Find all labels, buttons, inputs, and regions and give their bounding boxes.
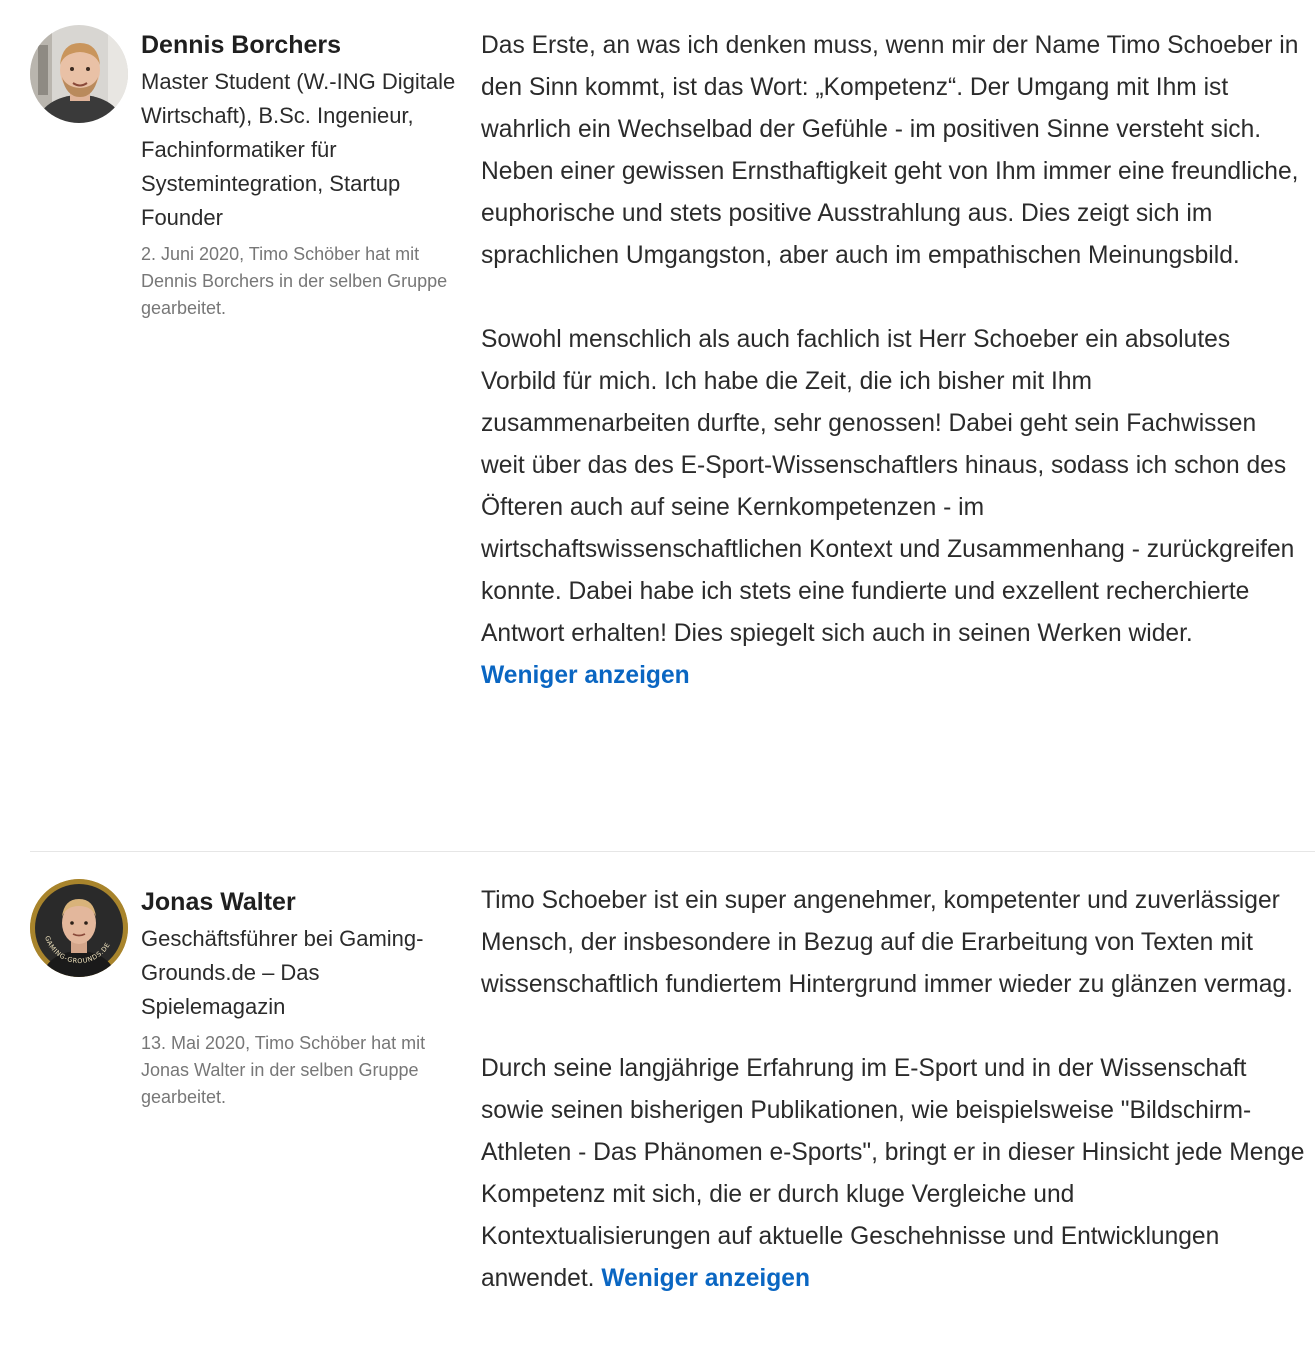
recommendation-item [0,851,1315,1350]
recommender-meta [141,886,456,1111]
avatar-ring-text: GAMING-GROUNDS.DE [43,934,112,966]
recommendation-paragraph: Das Erste, an was ich denken muss, wenn mir der Name Timo Schoeber in den Sinn kommt, ist das Wort: „Kompetenz“. Der Umgang mit Ihm ist wahrlich ein Wechselbad der Gefühle - im positiven Sinne versteht sich. Neben einer gewissen Ernsthaftigkeit geht von Ihm immer eine freundliche, euphorische und stets positive Ausstrahlung aus. Dies zeigt sich im sprachlichen Umgangston, aber auch im empathischen Meinungsbild. [481,32,1299,269]
recommender-headline: Master Student (W.-ING Digitale Wirtschaft), B.Sc. Ingenieur, Fachinformatiker für Systemintegration, Startup Founder [141,69,456,230]
recommendation-date: 2. Juni 2020, Timo Schöber hat mit Dennis Borchers in der selben Gruppe gearbeitet. [141,244,448,318]
recommendation-paragraph [481,1048,1306,1300]
recommender-headline: Geschäftsführer bei Gaming-Grounds.de – Das Spielemagazin [141,926,424,1019]
avatar[interactable] [30,25,128,123]
recommender-name[interactable]: Jonas Walter [141,888,296,916]
recommendation-paragraph: Sowohl menschlich als auch fachlich ist Herr Schoeber ein absolutes Vorbild für mich. Ich habe die Zeit, die ich bisher mit Ihm zusammenarbeiten durfte, sehr genossen! Dabei geht sein Fachwissen weit über das des E-Sport-Wissenschaftlers hinaus, sodass ich schon des Öfteren auch auf seine Kernkompetenzen - im wirtschaftswissenschaftlichen Kontext und Zusammenhang - zurückgreifen konnte. Dabei habe ich stets eine fundierte und exzellent recherchierte Antwort erhalten! Dies spiegelt sich auch in seinen Werken wider. [481,326,1295,647]
avatar[interactable] [30,879,128,977]
recommender-name[interactable]: Dennis Borchers [141,31,342,59]
avatar-photo-icon [30,879,128,977]
recommendation-text [481,880,1306,1300]
recommendation-text [481,25,1306,697]
show-less-link[interactable]: Weniger anzeigen [601,1265,810,1292]
avatar-photo-icon [30,25,128,123]
recommendation-paragraph-text: Durch seine langjährige Erfahrung im E-Sport und in der Wissenschaft sowie seinen bisherigen Publikationen, wie beispielsweise "Bildschirm-Athleten - Das Phänomen e-Sports", bringt er in dieser Hinsicht jede Menge Kompetenz mit sich, die er durch kluge Vergleiche und Kontextualisierungen auf aktuelle Geschehnisse und Entwicklungen anwendet. [481,1055,1305,1292]
recommendation-paragraph: Timo Schoeber ist ein super angenehmer, kompetenter und zuverlässiger Mensch, der insbesondere in Bezug auf die Erarbeitung von Texten mit wissenschaftlich fundiertem Hintergrund immer wieder zu glänzen vermag. [481,887,1293,998]
recommendation-date: 13. Mai 2020, Timo Schöber hat mit Jonas Walter in der selben Gruppe gearbeitet. [141,1033,426,1107]
show-less-link[interactable]: Weniger anzeigen [481,662,690,689]
recommender-meta [141,29,456,322]
